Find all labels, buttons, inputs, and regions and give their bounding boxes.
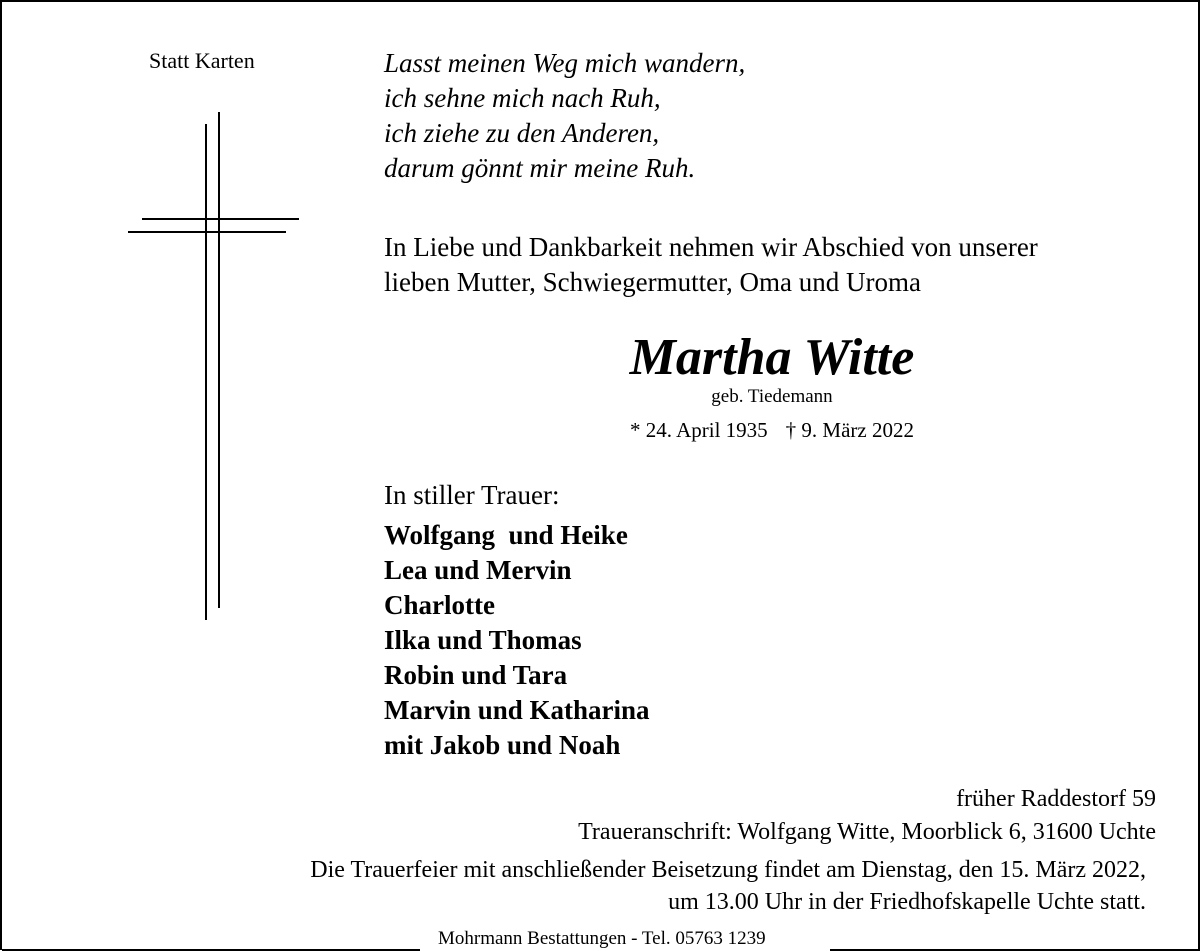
poem-line: Lasst meinen Weg mich wandern, [384, 48, 746, 78]
service-line: um 13.00 Uhr in der Friedhofskapelle Uchte statt. [668, 889, 1146, 915]
poem-line: ich sehne mich nach Ruh, [384, 83, 661, 113]
service-line: Die Trauerfeier mit anschließender Beisetzung findet am Dienstag, den 15. März 2022, [310, 857, 1146, 883]
born-name: geb. Tiedemann [711, 386, 833, 407]
mourning-address: Traueranschrift: Wolfgang Witte, Moorblick 6, 31600 Uchte [578, 819, 1156, 845]
intro-line: lieben Mutter, Schwiegermutter, Oma und Uroma [384, 267, 921, 297]
mourner-name: Marvin und Katharina [384, 695, 650, 725]
life-dates [2, 418, 1200, 443]
deceased-name: Martha Witte [629, 329, 915, 386]
poem-line: ich ziehe zu den Anderen, [384, 118, 660, 148]
mourner-name: mit Jakob und Noah [384, 730, 621, 760]
intro-text [384, 230, 1038, 300]
intro-line: In Liebe und Dankbarkeit nehmen wir Abschied von unserer [384, 232, 1038, 262]
birth-date: * 24. April 1935 [630, 418, 768, 442]
mourners-list [384, 518, 650, 763]
death-date: † 9. März 2022 [785, 418, 914, 442]
mourner-name: Ilka und Thomas [384, 625, 582, 655]
mourner-name: Lea und Mervin [384, 555, 572, 585]
poem-line: darum gönnt mir meine Ruh. [384, 153, 696, 183]
statt-karten-label: Statt Karten [149, 48, 255, 73]
poem [384, 46, 745, 186]
mourner-name: Charlotte [384, 590, 495, 620]
former-address: früher Raddestorf 59 [956, 786, 1156, 812]
undertaker-contact: Mohrmann Bestattungen - Tel. 05763 1239 [438, 928, 766, 949]
mourner-name: Wolfgang und Heike [384, 520, 628, 550]
funeral-service-info [310, 854, 1146, 918]
mourner-name: Robin und Tara [384, 660, 568, 690]
mourning-heading: In stiller Trauer: [384, 480, 560, 510]
